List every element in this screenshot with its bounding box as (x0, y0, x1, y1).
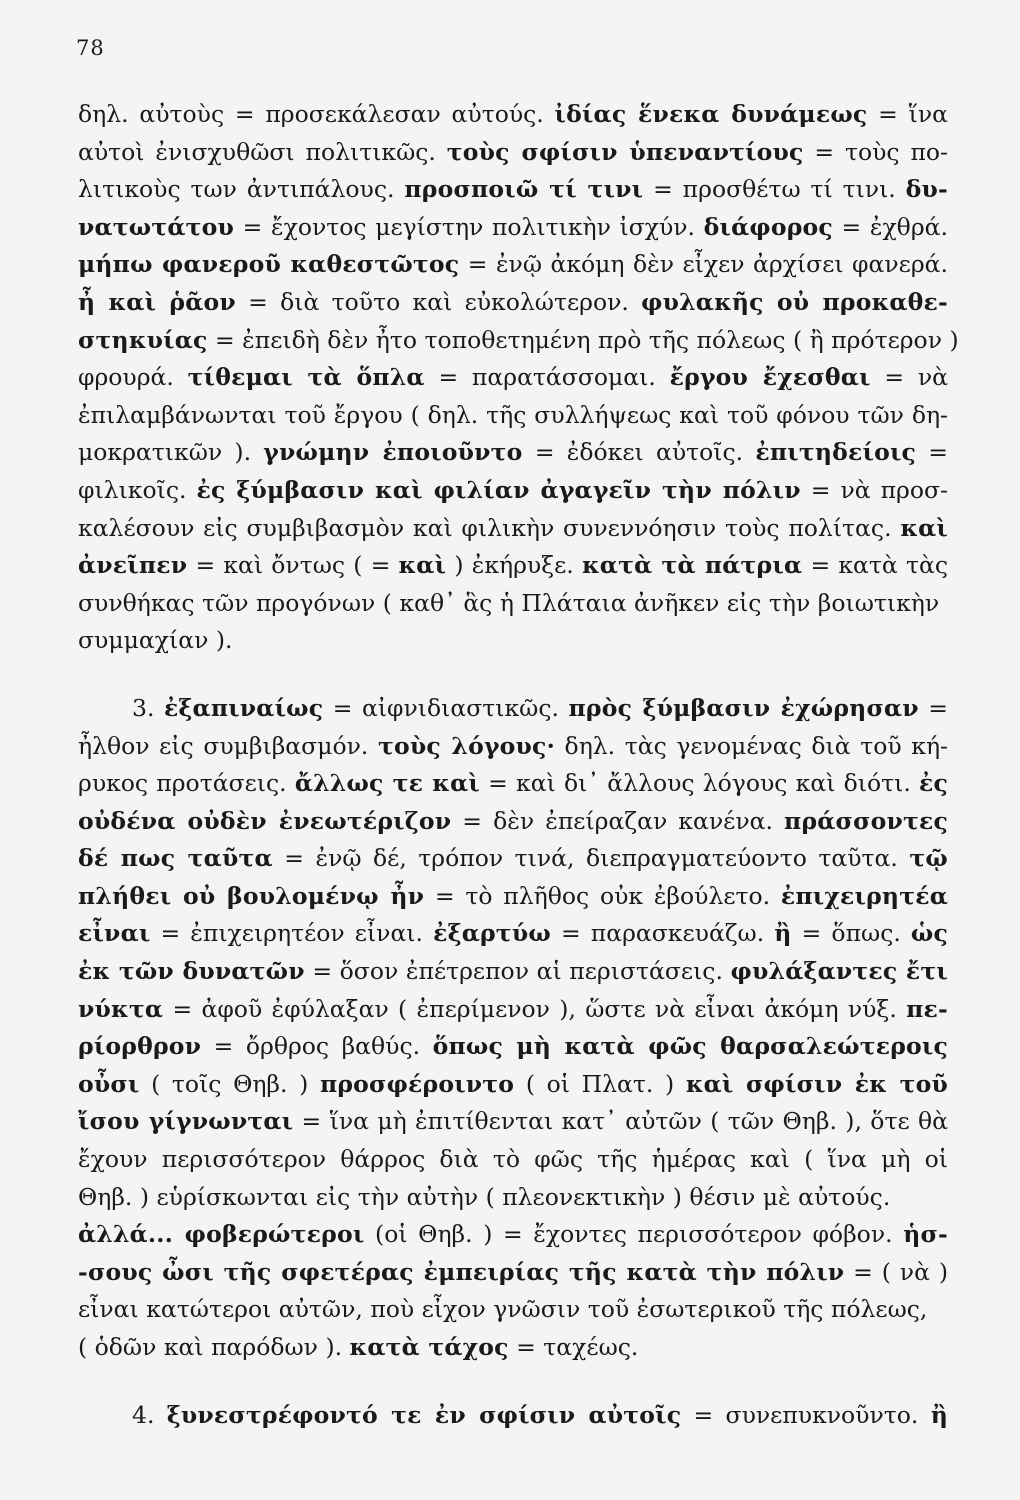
text-line (78, 1141, 948, 1179)
lemma: τῷ (909, 844, 948, 873)
gloss: = καὶ δι᾽ ἄλλους λόγους καὶ διότι. (479, 769, 919, 798)
lemma: κατὰ τάχος (349, 1333, 509, 1361)
text-line (78, 1397, 948, 1435)
text-line (78, 1291, 948, 1329)
gloss: ) ἐκήρυξε. (446, 551, 582, 580)
lemma: ἴσου γίγνωνται (78, 1107, 294, 1136)
lemma: πράσσοντες (784, 806, 948, 835)
lemma: πρὸς ξύμβασιν ἐχώρησαν (568, 693, 919, 722)
text-line (78, 359, 948, 397)
text-line (78, 1028, 948, 1066)
gloss: = νὰ (870, 363, 948, 392)
gloss: = ὅσον ἐπέτρεπον αἱ περιστάσεις. (304, 957, 731, 986)
commentary-text (78, 96, 959, 1434)
text-line (78, 585, 948, 623)
text-line (78, 284, 948, 322)
lemma: οὐδένα οὐδὲν ἐνεωτέριζον (78, 806, 452, 835)
gloss: = παρασκευάζω. (550, 919, 775, 948)
gloss: = παρατάσσομαι. (424, 363, 670, 392)
lemma: ἐξαρτύω (433, 919, 551, 948)
lemma: ἐπιχειρητέα (780, 881, 948, 910)
gloss: = νὰ προσ- (800, 475, 948, 504)
section-number: 3. (132, 693, 164, 722)
gloss: = κατὰ τὰς (802, 551, 948, 580)
lemma: οὖσι (78, 1069, 140, 1098)
text-line (78, 246, 948, 284)
gloss: Θηβ. ) εὑρίσκωνται εἰς τὴν αὐτὴν ( πλεονεκτικὴν ) θέσιν μὲ αὐτούς. (78, 1182, 891, 1211)
gloss: = ταχέως. (508, 1333, 639, 1361)
gloss: = αἰφνιδιαστικῶς. (323, 693, 569, 722)
text-line (78, 1254, 948, 1292)
gloss: αὐτοὶ ἐνισχυθῶσι πολιτικῶς. (78, 137, 447, 166)
gloss: = ἐχθρά. (832, 212, 948, 241)
lemma: ἄλλως τε καὶ (294, 769, 480, 798)
gloss: = ἵνα μὴ ἐπιτίθενται κατ᾽ αὐτῶν ( τῶν Θηβ. ), ὅτε θὰ (293, 1107, 949, 1136)
lemma: ἡσ- (903, 1220, 948, 1249)
gloss: δηλ. αὐτοὺς = προσεκάλεσαν αὐτούς. (78, 100, 555, 128)
gloss: = ἐπιχειρητέον εἶναι. (150, 919, 434, 948)
text-line (78, 472, 948, 510)
gloss: ἐπιλαμβάνωνται τοῦ ἔργου ( δηλ. τῆς συλλήψεως καὶ τοῦ φόνου τῶν δη- (78, 400, 948, 429)
gloss: (οἱ Θηβ. ) = ἔχοντες περισσότερον φόβον. (364, 1220, 904, 1249)
gloss: = ἀφοῦ ἐφύλαξαν ( ἐπερίμενον ), ὥστε νὰ εἶναι ἀκόμη νύξ. (163, 994, 907, 1023)
gloss: = ὄρθρος βαθύς. (201, 1032, 433, 1061)
section-number: 4. (132, 1400, 167, 1429)
gloss: καλέσουν εἰς συμβιβασμὸν καὶ φιλικὴν συνεννόησιν τοὺς πολίτας. (78, 513, 901, 542)
gloss: = ἐδόκει αὐτοῖς. (522, 438, 756, 467)
gloss: μοκρατικῶν ). (78, 438, 264, 467)
lemma: τοὺς σφίσιν ὑπεναντίους (446, 137, 804, 166)
lemma: νατωτάτου (78, 212, 235, 241)
gloss: = τοὺς πο- (803, 137, 948, 166)
gloss: = ἵνα (867, 100, 948, 128)
lemma: ἐκ τῶν δυνατῶν (78, 957, 305, 986)
text-line (78, 690, 948, 728)
lemma: ἐπιτηδείοις (755, 438, 917, 467)
text-line (78, 878, 948, 916)
text-line (78, 991, 948, 1029)
gloss: = διὰ τοῦτο καὶ εὐκολώτερον. (235, 287, 642, 316)
gloss: ἦλθον εἰς συμβιβασμόν. (78, 731, 378, 760)
gloss: εἶναι κατώτεροι αὐτῶν, ποὺ εἶχον γνῶσιν τοῦ ἐσωτερικοῦ τῆς πόλεως, (78, 1295, 928, 1324)
gloss: δηλ. τὰς γενομένας διὰ τοῦ κή- (554, 731, 948, 760)
lemma: προσφέροιντο (319, 1069, 515, 1098)
lemma: στηκυίας (78, 325, 208, 354)
lemma: τοὺς λόγους· (378, 731, 555, 760)
text-line (78, 765, 948, 803)
lemma: ἦ καὶ ῥᾶον (78, 287, 236, 316)
lemma: ἀνεῖπεν (78, 551, 188, 580)
gloss: φιλικοῖς. (78, 475, 197, 504)
text-line (78, 803, 948, 841)
lemma: προσποιῶ τί τινι (404, 175, 644, 204)
gloss: = δὲν ἐπείραζαν κανένα. (451, 806, 785, 835)
lemma: φυλακῆς οὐ προκαθε- (641, 287, 948, 316)
text-line (78, 209, 948, 247)
lemma: ἐξαπιναίως (163, 693, 324, 722)
gloss: = προσθέτω τί τινι. (643, 175, 906, 204)
text-line (78, 322, 959, 360)
text-line (78, 622, 948, 660)
text-line (78, 434, 948, 472)
lemma: καὶ σφίσιν ἐκ τοῦ (685, 1069, 948, 1098)
gloss: ( ὁδῶν καὶ παρόδων ). (78, 1333, 350, 1361)
lemma: πε- (906, 994, 948, 1023)
gloss: ( οἱ Πλατ. ) (514, 1069, 686, 1098)
lemma: ἢ (774, 919, 792, 948)
lemma: ἰδίας ἕνεκα δυνάμεως (554, 100, 868, 128)
gloss: = τὸ πλῆθος οὐκ ἐβούλετο. (424, 881, 781, 910)
text-line (78, 1179, 948, 1217)
lemma: ἢ (930, 1400, 948, 1429)
gloss: = ὅπως. (791, 919, 911, 948)
lemma: φυλάξαντες ἔτι (730, 957, 948, 986)
lemma: δυ- (905, 175, 949, 204)
lemma: διάφορος (703, 212, 833, 241)
lemma: μήπω φανεροῦ καθεστῶτος (78, 250, 460, 279)
lemma: ἔργου ἔχεσθαι (669, 363, 871, 392)
lemma: τίθεμαι τὰ ὅπλα (187, 363, 425, 392)
gloss: = συνεπυκνοῦντο. (681, 1400, 931, 1429)
text-line (78, 171, 948, 209)
gloss: συνθήκας τῶν προγόνων ( καθ᾽ ἃς ἡ Πλάταια ἀνῆκεν εἰς τὴν βοιωτικὴν (78, 588, 940, 617)
text-line (78, 96, 948, 134)
gloss: ἔχουν περισσότερον θάρρος διὰ τὸ φῶς τῆς ἡμέρας καὶ ( ἵνα μὴ οἱ (78, 1145, 948, 1174)
text-line (78, 134, 948, 172)
text-line (78, 397, 948, 435)
gloss: = ἐνῷ δέ, τρόπον τινά, διεπραγματεύοντο ταῦτα. (272, 844, 910, 873)
gloss: λιτικοὺς των ἀντιπάλους. (78, 175, 405, 204)
gloss: = ἐνῷ ἀκόμη δὲν εἶχεν ἀρχίσει φανερά. (459, 250, 948, 279)
text-line (78, 510, 948, 548)
lemma: ἐς ξύμβασιν καὶ φιλίαν ἀγαγεῖν τὴν πόλιν (196, 475, 801, 504)
lemma: ὅπως μὴ κατὰ φῶς θαρσαλεώτεροις (432, 1032, 948, 1061)
text-line (78, 840, 948, 878)
text-line (78, 728, 948, 766)
lemma: ὡς (910, 919, 949, 948)
lemma: καὶ (398, 551, 447, 580)
gloss: = καὶ ὄντως ( = (187, 551, 399, 580)
gloss: = ἐπειδὴ δὲν ἦτο τοποθετημένη πρὸ τῆς πόλεως ( ἢ πρότερον ) (207, 325, 959, 354)
gloss: ρυκος προτάσεις. (78, 769, 295, 798)
lemma: νύκτα (78, 994, 164, 1023)
lemma: κατὰ τὰ πάτρια (581, 551, 803, 580)
gloss: φρουρά. (78, 363, 188, 392)
lemma: γνώμην ἐποιοῦντο (263, 438, 523, 467)
gloss: = (916, 438, 948, 467)
gloss: = ( νὰ ) (844, 1257, 948, 1286)
text-line (78, 547, 948, 585)
gloss: ( τοῖς Θηβ. ) (139, 1069, 320, 1098)
gloss: = (918, 693, 948, 722)
lemma: ξυνεστρέφοντό τε ἐν σφίσιν αὐτοῖς (166, 1400, 682, 1429)
text-line (78, 1216, 948, 1254)
lemma: ρίορθρον (78, 1032, 202, 1061)
lemma: πλήθει οὐ βουλομένῳ ἦν (78, 881, 425, 910)
text-line (78, 953, 948, 991)
lemma: εἶναι (78, 919, 151, 948)
text-line (78, 1066, 948, 1104)
lemma: -σους ὦσι τῆς σφετέρας ἐμπειρίας τῆς κατὰ τὴν πόλιν (78, 1257, 845, 1286)
text-line (78, 1329, 948, 1367)
gloss: = ἔχοντος μεγίστην πολιτικὴν ἰσχύν. (234, 212, 704, 241)
lemma: δέ πως ταῦτα (78, 844, 273, 873)
page-number: 78 (76, 36, 105, 60)
gloss: συμμαχίαν ). (78, 626, 233, 655)
lemma: ἀλλά... φοβερώτεροι (78, 1220, 365, 1249)
lemma: ἐς (919, 769, 948, 798)
text-line (78, 1103, 948, 1141)
text-line (78, 915, 948, 953)
lemma: καὶ (900, 513, 948, 542)
